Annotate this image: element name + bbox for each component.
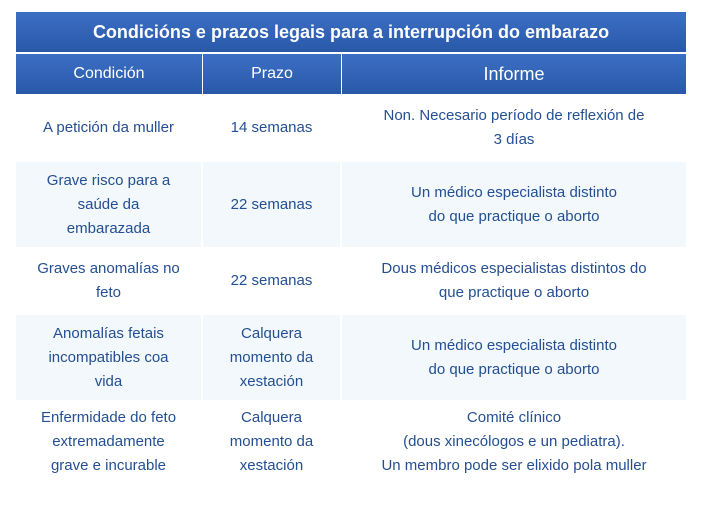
cell-condicion: Graves anomalías no feto [16,247,203,315]
cell-prazo: Calquera momento da xestación [203,315,342,400]
cell-informe: Un médico especialista distinto do que practique o aborto [342,162,686,247]
cell-condicion: Enfermidade do feto extremadamente grave e incurable [16,400,203,483]
cell-prazo: 14 semanas [203,94,342,162]
table-row [16,400,686,483]
cell-informe: Comité clínico (dous xinecólogos e un pediatra). Un membro pode ser elixido pola muller [381,408,647,474]
table-row [16,247,686,315]
table-header-row [16,54,686,94]
column-header-informe: Informe [483,63,545,84]
abortion-legal-conditions-table [16,12,686,483]
cell-informe: Dous médicos especialistas distintos do que practique o aborto [381,260,647,301]
table-row [16,162,686,247]
cell-prazo: 22 semanas [203,247,342,315]
table-row [16,94,686,162]
cell-informe: Un médico especialista distinto do que practique o aborto [342,315,686,400]
cell-prazo: 22 semanas [203,162,342,247]
cell-condicion: A petición da muller [16,94,203,162]
cell-informe: Non. Necesario período de reflexión de 3 días [383,107,645,148]
table-title: Condicións e prazos legais para a interrupción do embarazo [16,12,686,54]
cell-condicion: Anomalías fetais incompatibles coa vida [16,315,203,400]
cell-condicion: Grave risco para a saúde da embarazada [16,162,203,247]
table-row [16,315,686,400]
column-header-prazo: Prazo [203,54,342,94]
cell-prazo: Calquera momento da xestación [203,400,342,483]
column-header-condicion: Condición [16,54,203,94]
